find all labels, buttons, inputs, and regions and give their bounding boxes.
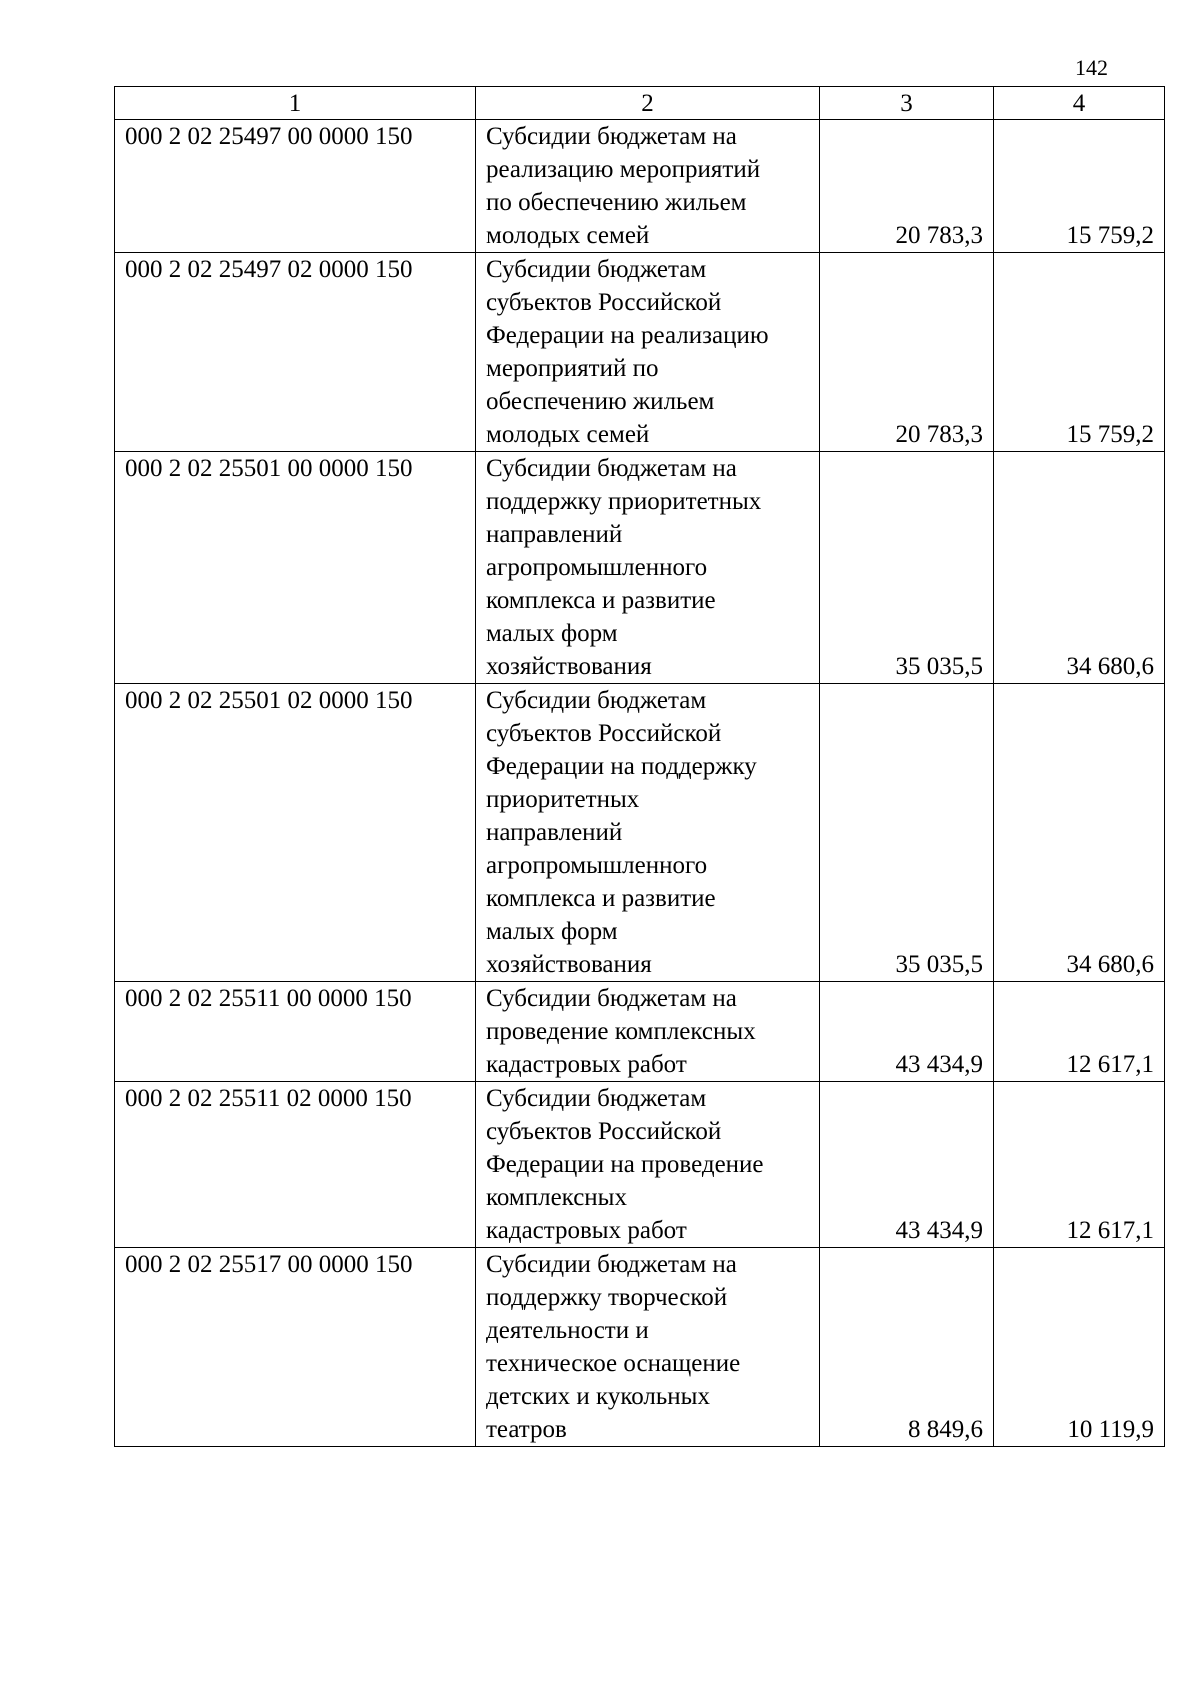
table-row [115,982,1165,1082]
column-header-3: 3 [820,87,994,120]
description-line: Субсидии бюджетам на [486,1251,737,1278]
amount-col4-cell: 15 759,2 [994,253,1165,452]
header-row [115,87,1165,120]
description-line: Субсидии бюджетам [486,256,707,283]
description-line: Федерации на реализацию [486,322,769,349]
amount-col3-cell: 20 783,3 [820,253,994,452]
table-row [115,684,1165,982]
description-line: комплекса и развитие [486,885,716,912]
amount-col3-cell: 8 849,6 [820,1248,994,1447]
description-cell [476,684,820,982]
amount-col4-cell: 34 680,6 [994,684,1165,982]
column-header-1: 1 [115,87,476,120]
description-line: кадастровых работ [486,1051,687,1078]
description-line: Федерации на проведение [486,1151,764,1178]
description-line: поддержку творческой [486,1284,728,1311]
amount-col4-cell: 15 759,2 [994,120,1165,253]
description-line: субъектов Российской [486,720,722,747]
description-line: Субсидии бюджетам [486,1085,707,1112]
budget-code-cell: 000 2 02 25497 00 0000 150 [115,120,476,253]
description-line: Субсидии бюджетам на [486,455,737,482]
column-header-2: 2 [476,87,820,120]
description-line: комплексных [486,1184,627,1211]
budget-code-cell: 000 2 02 25497 02 0000 150 [115,253,476,452]
description-line: театров [486,1416,567,1443]
amount-col3-cell: 43 434,9 [820,982,994,1082]
description-line: техническое оснащение [486,1350,741,1377]
table-row [115,1248,1165,1447]
description-line: мероприятий по [486,355,659,382]
description-line: Федерации на поддержку [486,753,757,780]
table-row [115,452,1165,684]
description-line: обеспечению жильем [486,388,715,415]
description-line: субъектов Российской [486,1118,722,1145]
description-line: по обеспечению жильем [486,189,747,216]
description-line: комплекса и развитие [486,587,716,614]
description-line: направлений [486,521,623,548]
description-line: реализацию мероприятий [486,156,761,183]
budget-table [114,86,1165,1447]
table-row [115,1082,1165,1248]
amount-col3-cell: 20 783,3 [820,120,994,253]
description-line: деятельности и [486,1317,649,1344]
description-cell [476,452,820,684]
description-line: агропромышленного [486,554,708,581]
column-header-4: 4 [994,87,1165,120]
description-cell [476,253,820,452]
description-line: Субсидии бюджетам [486,687,707,714]
description-line: субъектов Российской [486,289,722,316]
description-line: хозяйствования [486,951,652,978]
description-line: проведение комплексных [486,1018,756,1045]
amount-col4-cell: 12 617,1 [994,982,1165,1082]
description-line: приоритетных [486,786,640,813]
amount-col3-cell: 35 035,5 [820,452,994,684]
description-line: агропромышленного [486,852,708,879]
description-line: молодых семей [486,421,650,448]
budget-code-cell: 000 2 02 25517 00 0000 150 [115,1248,476,1447]
description-cell [476,120,820,253]
description-line: Субсидии бюджетам на [486,123,737,150]
description-cell [476,1082,820,1248]
description-cell [476,1248,820,1447]
table-row [115,120,1165,253]
description-line: хозяйствования [486,653,652,680]
budget-code-cell: 000 2 02 25511 02 0000 150 [115,1082,476,1248]
amount-col4-cell: 10 119,9 [994,1248,1165,1447]
budget-code-cell: 000 2 02 25501 00 0000 150 [115,452,476,684]
budget-code-cell: 000 2 02 25511 00 0000 150 [115,982,476,1082]
page-number: 142 [1075,55,1108,80]
budget-code-cell: 000 2 02 25501 02 0000 150 [115,684,476,982]
description-line: кадастровых работ [486,1217,687,1244]
table-row [115,253,1165,452]
table-body [115,120,1165,1447]
description-line: поддержку приоритетных [486,488,762,515]
description-line: направлений [486,819,623,846]
description-line: детских и кукольных [486,1383,710,1410]
description-line: молодых семей [486,222,650,249]
amount-col3-cell: 35 035,5 [820,684,994,982]
description-line: малых форм [486,918,618,945]
amount-col4-cell: 34 680,6 [994,452,1165,684]
description-line: малых форм [486,620,618,647]
description-cell [476,982,820,1082]
amount-col4-cell: 12 617,1 [994,1082,1165,1248]
amount-col3-cell: 43 434,9 [820,1082,994,1248]
description-line: Субсидии бюджетам на [486,985,737,1012]
